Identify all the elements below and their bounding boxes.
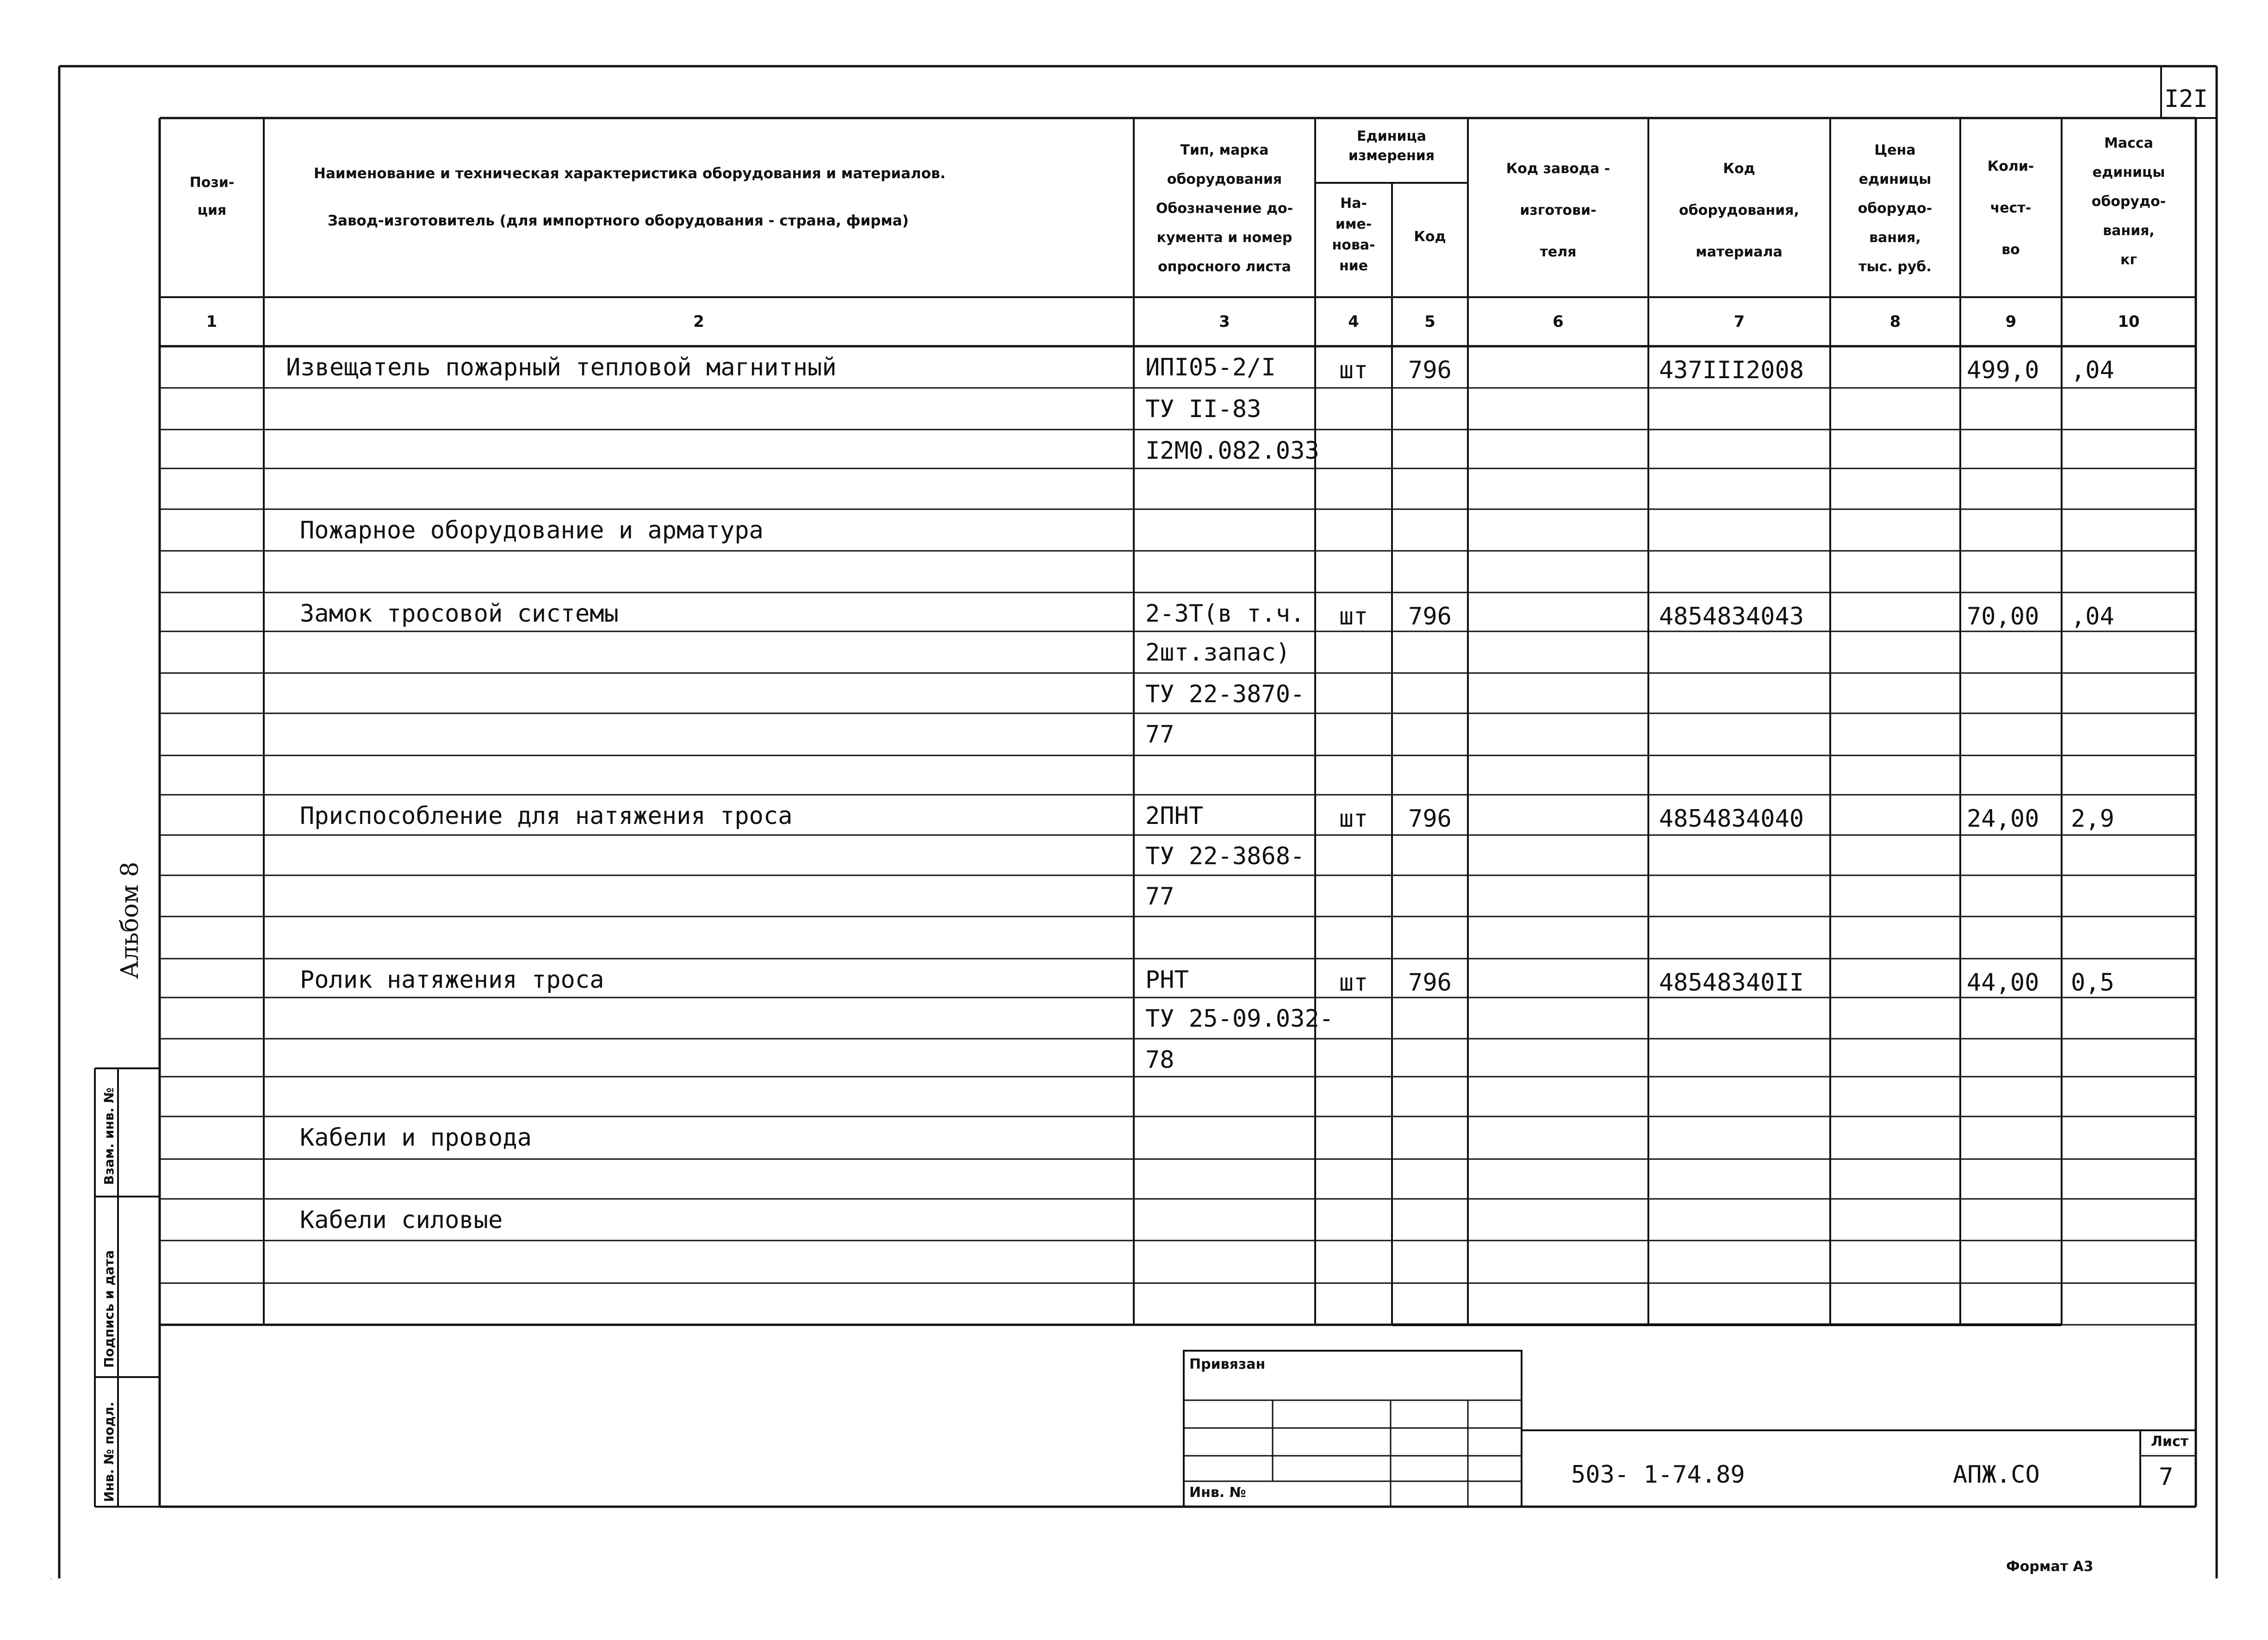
row-unit: шт — [1339, 969, 1368, 997]
column-number: 8 — [1889, 312, 1901, 331]
row-unit: шт — [1339, 356, 1368, 384]
row-unit: шт — [1339, 805, 1368, 833]
header-unit-name: име- — [1335, 216, 1372, 232]
row-type: 77 — [1145, 883, 1174, 910]
column-number: 7 — [1734, 312, 1745, 331]
row-mass: ,04 — [2071, 356, 2114, 384]
sheet-number-top: I2I — [2164, 85, 2208, 113]
row-unit-code: 796 — [1408, 805, 1452, 833]
album-label: Альбом 8 — [116, 861, 144, 979]
header-type: кумента и номер — [1156, 230, 1292, 246]
column-number: 3 — [1219, 312, 1230, 331]
side-stamp-label: Взам. инв. № — [101, 1087, 117, 1185]
header-type: Тип, марка — [1180, 142, 1269, 158]
side-stamp-label: Подпись и дата — [101, 1250, 117, 1368]
header-name: Наименование и техническая характеристика оборудования и материалов. — [314, 165, 946, 182]
row-type: ТУ 22-3870- — [1145, 680, 1305, 708]
row-type: 2ПНТ — [1145, 802, 1204, 830]
row-type: 2шт.запас) — [1145, 639, 1291, 667]
header-mass: Масса — [2104, 135, 2153, 151]
row-type: I2М0.082.033 — [1145, 437, 1319, 465]
row-name: Пожарное оборудование и арматура — [300, 517, 764, 544]
header-quantity: во — [2001, 242, 2020, 258]
side-stamp-label: Инв. № подл. — [101, 1402, 117, 1502]
inventory-label: Инв. № — [1189, 1484, 1246, 1501]
column-number: 5 — [1424, 312, 1435, 331]
row-equipment-code: 4854834040 — [1659, 805, 1804, 833]
row-quantity: 70,00 — [1967, 603, 2039, 630]
row-name: Замок тросовой системы — [300, 600, 619, 628]
row-quantity: 499,0 — [1967, 356, 2039, 384]
header-type: опросного листа — [1158, 259, 1291, 275]
header-quantity: Коли- — [1987, 158, 2034, 175]
row-unit-code: 796 — [1408, 603, 1452, 630]
header-type: Обозначение до- — [1156, 200, 1293, 217]
header-mass: кг — [2120, 252, 2138, 268]
row-unit-code: 796 — [1408, 356, 1452, 384]
header-unit-code: Код — [1414, 229, 1446, 245]
row-equipment-code: 437III2008 — [1659, 356, 1804, 384]
row-type: ТУ 25-09.032- — [1145, 1005, 1334, 1033]
header-price: оборудо- — [1858, 200, 1932, 217]
header-price: тыс. руб. — [1858, 259, 1932, 275]
row-quantity: 24,00 — [1967, 805, 2039, 833]
header-unit: измерения — [1348, 148, 1435, 164]
header-maker-code: изготови- — [1520, 202, 1597, 218]
column-number: 6 — [1553, 312, 1564, 331]
header-mass: оборудо- — [2091, 193, 2166, 210]
header-manufacturer: Завод-изготовитель (для импортного оборудования - страна, фирма) — [328, 212, 909, 229]
header-equipment-code: материала — [1696, 244, 1783, 260]
header-equipment-code: оборудования, — [1679, 202, 1799, 218]
row-type: ТУ 22-3868- — [1145, 842, 1305, 870]
row-type: РНТ — [1145, 966, 1189, 994]
row-equipment-code: 4854834043 — [1659, 603, 1804, 630]
header-position: Пози- — [189, 175, 235, 191]
document-code: 503- 1-74.89 — [1571, 1461, 1745, 1489]
header-mass: единицы — [2092, 164, 2165, 181]
header-unit-name: ние — [1339, 258, 1368, 274]
row-name: Кабели силовые — [300, 1206, 503, 1234]
header-quantity: чест- — [1990, 200, 2032, 216]
bound-label: Привязан — [1189, 1356, 1266, 1372]
row-type: ТУ II-83 — [1145, 395, 1261, 423]
column-number: 10 — [2118, 312, 2140, 331]
header-position: ция — [197, 202, 227, 218]
sheet-value: 7 — [2159, 1463, 2174, 1491]
row-type: 78 — [1145, 1046, 1174, 1074]
row-type: ИПI05-2/I — [1145, 354, 1276, 381]
column-number: 9 — [2005, 312, 2017, 331]
row-name: Кабели и провода — [300, 1124, 532, 1152]
row-mass: 0,5 — [2071, 969, 2114, 997]
header-maker-code: теля — [1540, 244, 1577, 260]
header-price: вания, — [1869, 230, 1921, 246]
header-unit-name: нова- — [1332, 237, 1375, 253]
header-maker-code: Код завода - — [1506, 161, 1610, 177]
header-unit: Единица — [1357, 128, 1426, 144]
row-quantity: 44,00 — [1967, 969, 2039, 997]
row-mass: 2,9 — [2071, 805, 2114, 833]
row-name: Ролик натяжения троса — [300, 966, 604, 994]
row-unit: шт — [1339, 603, 1368, 630]
row-equipment-code: 48548340II — [1659, 969, 1804, 997]
format-label: Формат А3 — [2006, 1559, 2094, 1575]
row-name: Приспособление для натяжения троса — [300, 802, 793, 830]
row-name: Извещатель пожарный тепловой магнитный — [286, 354, 837, 381]
header-price: единицы — [1858, 171, 1932, 187]
document-mark: АПЖ.СО — [1953, 1461, 2040, 1489]
header-mass: вания, — [2103, 223, 2155, 239]
header-equipment-code: Код — [1723, 161, 1755, 177]
column-number: 4 — [1348, 312, 1359, 331]
header-unit-name: На- — [1340, 195, 1367, 212]
row-type: 2-3Т(в т.ч. — [1145, 600, 1305, 628]
row-type: 77 — [1145, 721, 1174, 748]
row-unit-code: 796 — [1408, 969, 1452, 997]
sheet-label: Лист — [2151, 1434, 2189, 1450]
row-mass: ,04 — [2071, 603, 2114, 630]
header-type: оборудования — [1167, 171, 1282, 187]
header-price: Цена — [1874, 142, 1916, 158]
column-number: 1 — [206, 312, 217, 331]
column-number: 2 — [693, 312, 704, 331]
